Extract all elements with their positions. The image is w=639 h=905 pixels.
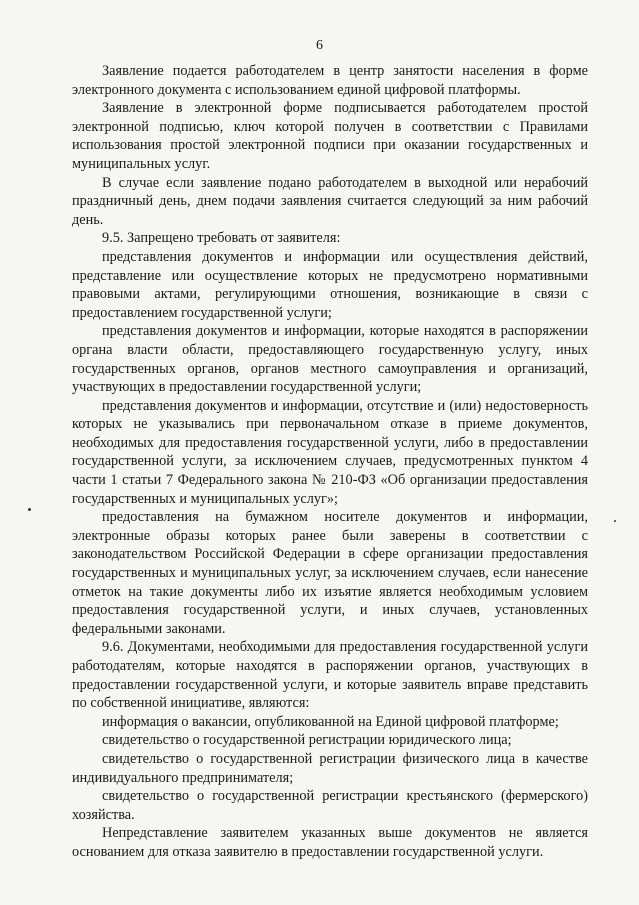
paragraph-electronic-signature: Заявление в электронной форме подписывается работодателем простой электронной подписью, ключ которой получен в соответствии с Правилами использования простой электронной подписи при оказании государственных и муниципальных услуг. <box>72 100 588 172</box>
document-body <box>72 62 588 862</box>
paragraph-section-9-6: 9.6. Документами, необходимыми для предоставления государственной услуги работодателям, которые находятся в распоряжении органов, участвующих в предоставлении государственной услуги, и которые заявитель вправе представить по собственной инициативе, являются: <box>72 639 588 712</box>
list-item-vacancy-info: информация о вакансии, опубликованной на Единой цифровой платформе; <box>102 713 559 730</box>
paragraph-application-submission: Заявление подается работодателем в центр занятости населения в форме электронного документа с использованием единой цифровой платформы. <box>72 63 588 98</box>
paragraph-holiday-submission: В случае если заявление подано работодателем в выходной или нерабочий праздничный день, днем подачи заявления считается следующий за ним рабочий день. <box>72 174 588 228</box>
list-item-farm-certificate: свидетельство о государственной регистрации крестьянского (фермерского) хозяйства. <box>72 788 588 823</box>
list-item-legal-entity-certificate: свидетельство о государственной регистрации юридического лица; <box>102 732 512 749</box>
paragraph-section-9-5-heading: 9.5. Запрещено требовать от заявителя: <box>102 230 341 247</box>
paragraph-non-submission: Непредставление заявителем указанных выше документов не является основанием для отказа заявителю в предоставлении государственной услуги. <box>72 825 588 860</box>
paragraph-prohibition-2: представления документов и информации, которые находятся в распоряжении органа власти области, предоставляющего государственную услугу, иных государственных органов, органов местного самоуправления и организаций, участвующих в предоставлении государственной услуги; <box>72 323 588 396</box>
scan-speck <box>28 508 31 511</box>
paragraph-prohibition-1: представления документов и информации или осуществления действий, представление или осуществление которых не предусмотрено нормативными правовыми актами, регулирующими отношения, возникающие в связи с предоставлением государственной услуги; <box>72 248 588 321</box>
paragraph-prohibition-4: предоставления на бумажном носителе документов и информации, электронные образы которых ранее были заверены в соответствии с законодательством Российской Федерации в сфере организации предоставления государственных и муниципальных услуг, за исключением случаев, если нанесение отметок на такие документы либо их изъятие является необходимым условием предоставления государственной услуги, и иных случаев, установленных федеральными законами. <box>72 509 588 637</box>
paragraph-prohibition-3: представления документов и информации, отсутствие и (или) недостоверность которых не указывались при первоначальном отказе в приеме документов, необходимых для предоставления государственной услуги, либо в предоставлении государственной услуги, за исключением случаев, предусмотренных пунктом 4 части 1 статьи 7 Федерального закона № 210-ФЗ «Об организации предоставления государственных и муниципальных услуг»; <box>72 397 588 507</box>
scan-speck <box>614 520 616 522</box>
page-number: 6 <box>316 38 323 53</box>
list-item-entrepreneur-certificate: свидетельство о государственной регистрации физического лица в качестве индивидуального предпринимателя; <box>72 750 588 786</box>
